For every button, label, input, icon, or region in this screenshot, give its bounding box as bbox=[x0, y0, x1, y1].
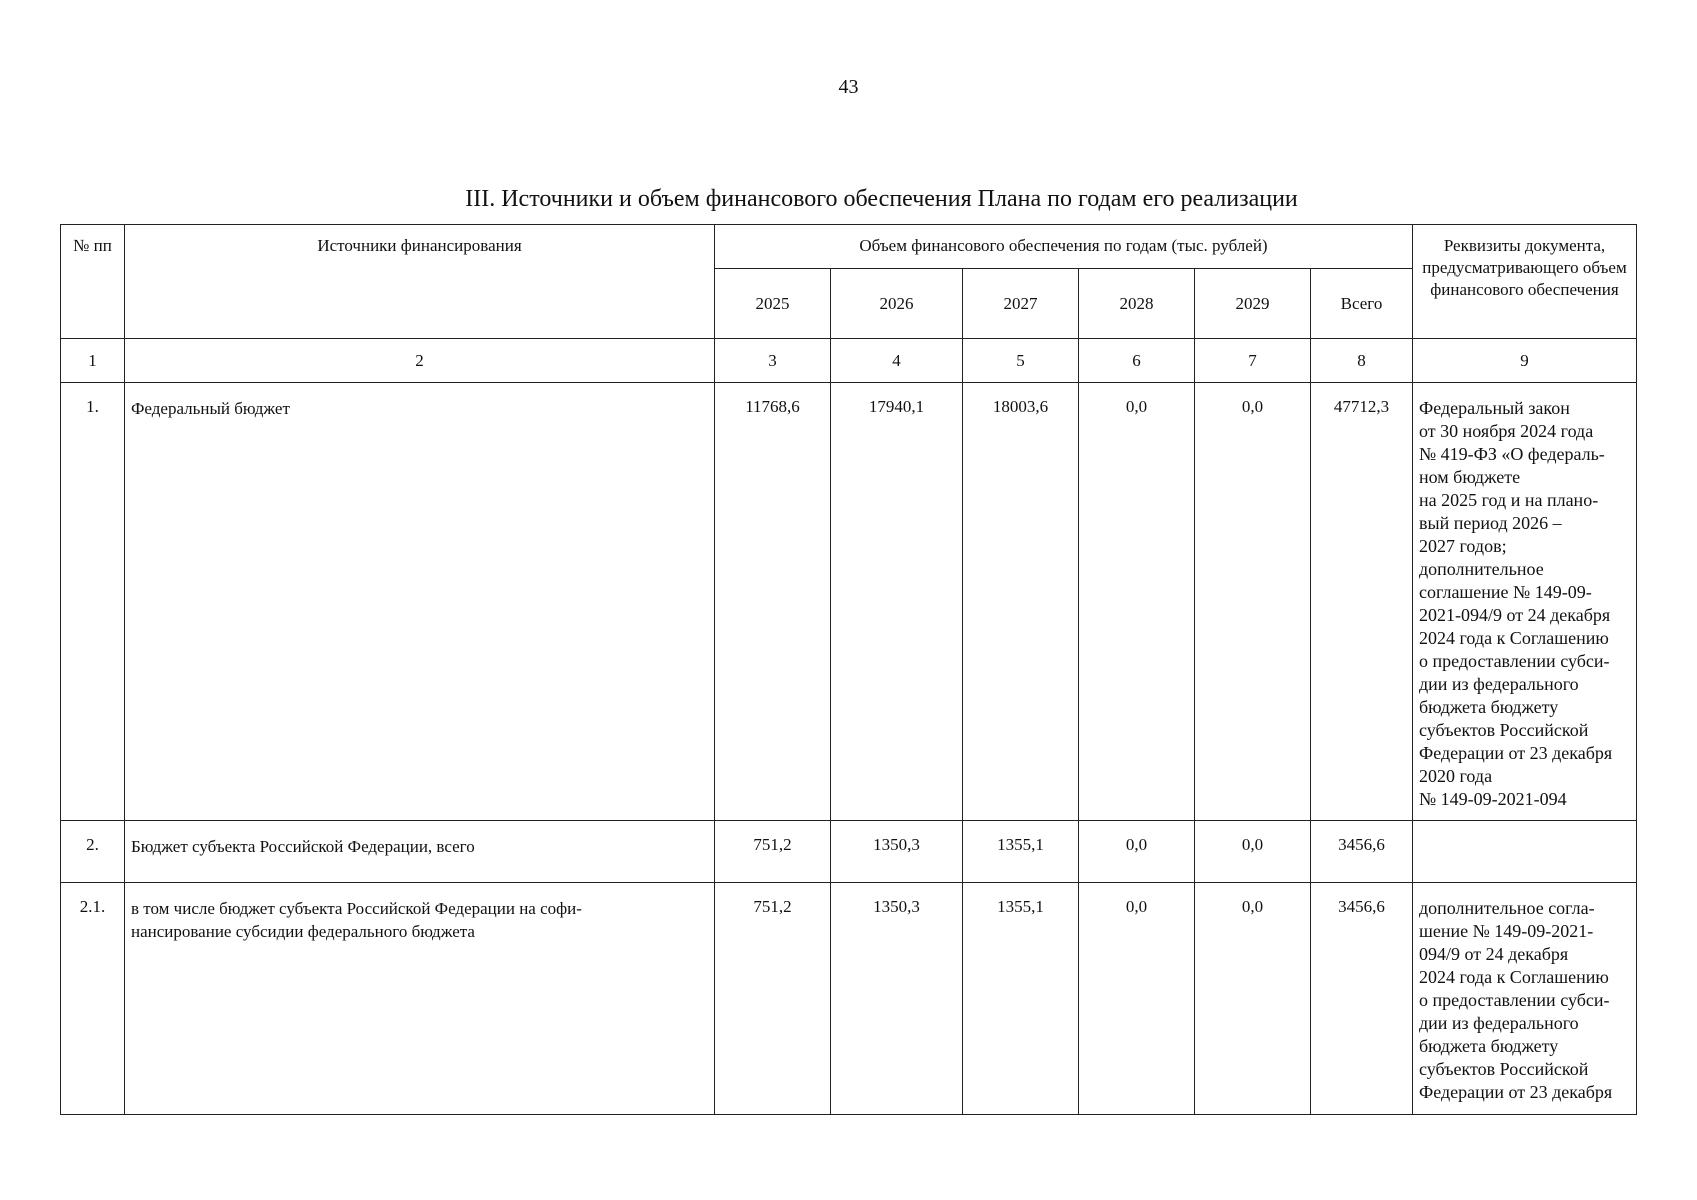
header-year: 2025 bbox=[715, 269, 831, 339]
column-number: 1 bbox=[61, 339, 125, 383]
row-value-total: 3456,6 bbox=[1311, 821, 1413, 883]
header-row-1 bbox=[61, 225, 1637, 269]
row-value-2027: 1355,1 bbox=[963, 821, 1079, 883]
row-number: 1. bbox=[61, 383, 125, 821]
column-number: 6 bbox=[1079, 339, 1195, 383]
row-value-2028: 0,0 bbox=[1079, 383, 1195, 821]
header-volume: Объем финансового обеспечения по годам (тыс. рублей) bbox=[715, 225, 1413, 269]
header-requisites: Реквизиты документа, предусматривающего объем финансового обеспечения bbox=[1413, 225, 1637, 339]
row-value-2025: 751,2 bbox=[715, 821, 831, 883]
header-year: 2028 bbox=[1079, 269, 1195, 339]
row-source: в том числе бюджет субъекта Российской Федерации на софи- нансирование субсидии федерального бюджета bbox=[125, 883, 715, 1115]
page-number: 43 bbox=[838, 76, 859, 98]
row-requisites: дополнительное согла- шение № 149-09-2021- 094/9 от 24 декабря 2024 года к Соглашению о предоставлении субси- дии из федерального бюджета бюджету субъектов Российской Федерации от 23 декабря bbox=[1413, 883, 1637, 1115]
row-number: 2. bbox=[61, 821, 125, 883]
row-value-2029: 0,0 bbox=[1195, 883, 1311, 1115]
column-number: 5 bbox=[963, 339, 1079, 383]
table-row bbox=[61, 883, 1637, 1115]
row-requisites bbox=[1413, 821, 1637, 883]
financing-table bbox=[60, 224, 1637, 1115]
header-no: № пп bbox=[61, 225, 125, 339]
row-value-2029: 0,0 bbox=[1195, 383, 1311, 821]
column-numbers-row bbox=[61, 339, 1637, 383]
row-source: Бюджет субъекта Российской Федерации, всего bbox=[125, 821, 715, 883]
row-value-total: 47712,3 bbox=[1311, 383, 1413, 821]
row-value-2025: 11768,6 bbox=[715, 383, 831, 821]
row-source: Федеральный бюджет bbox=[125, 383, 715, 821]
row-value-2026: 1350,3 bbox=[831, 821, 963, 883]
row-value-2026: 1350,3 bbox=[831, 883, 963, 1115]
header-total: Всего bbox=[1311, 269, 1413, 339]
column-number: 3 bbox=[715, 339, 831, 383]
table-row bbox=[61, 383, 1637, 821]
column-number: 4 bbox=[831, 339, 963, 383]
row-value-2028: 0,0 bbox=[1079, 883, 1195, 1115]
row-number: 2.1. bbox=[61, 883, 125, 1115]
column-number: 7 bbox=[1195, 339, 1311, 383]
row-value-2027: 18003,6 bbox=[963, 383, 1079, 821]
header-year: 2026 bbox=[831, 269, 963, 339]
header-sources: Источники финансирования bbox=[125, 225, 715, 339]
row-value-total: 3456,6 bbox=[1311, 883, 1413, 1115]
row-value-2029: 0,0 bbox=[1195, 821, 1311, 883]
section-title: III. Источники и объем финансового обеспечения Плана по годам его реализации bbox=[465, 186, 1298, 212]
row-requisites: Федеральный закон от 30 ноября 2024 года № 419-ФЗ «О федераль- ном бюджете на 2025 год и на плано- вый период 2026 – 2027 годов; дополнительное соглашение № 149-09- 2021-094/9 от 24 декабря 2024 года к Соглашению о предоставлении субси- дии из федерального бюджета бюджету субъектов Российской Федерации от 23 декабря 2020 года № 149-09-2021-094 bbox=[1413, 383, 1637, 821]
row-value-2025: 751,2 bbox=[715, 883, 831, 1115]
header-year: 2029 bbox=[1195, 269, 1311, 339]
column-number: 8 bbox=[1311, 339, 1413, 383]
row-value-2027: 1355,1 bbox=[963, 883, 1079, 1115]
table-row bbox=[61, 821, 1637, 883]
header-year: 2027 bbox=[963, 269, 1079, 339]
row-value-2026: 17940,1 bbox=[831, 383, 963, 821]
row-value-2028: 0,0 bbox=[1079, 821, 1195, 883]
column-number: 9 bbox=[1413, 339, 1637, 383]
column-number: 2 bbox=[125, 339, 715, 383]
